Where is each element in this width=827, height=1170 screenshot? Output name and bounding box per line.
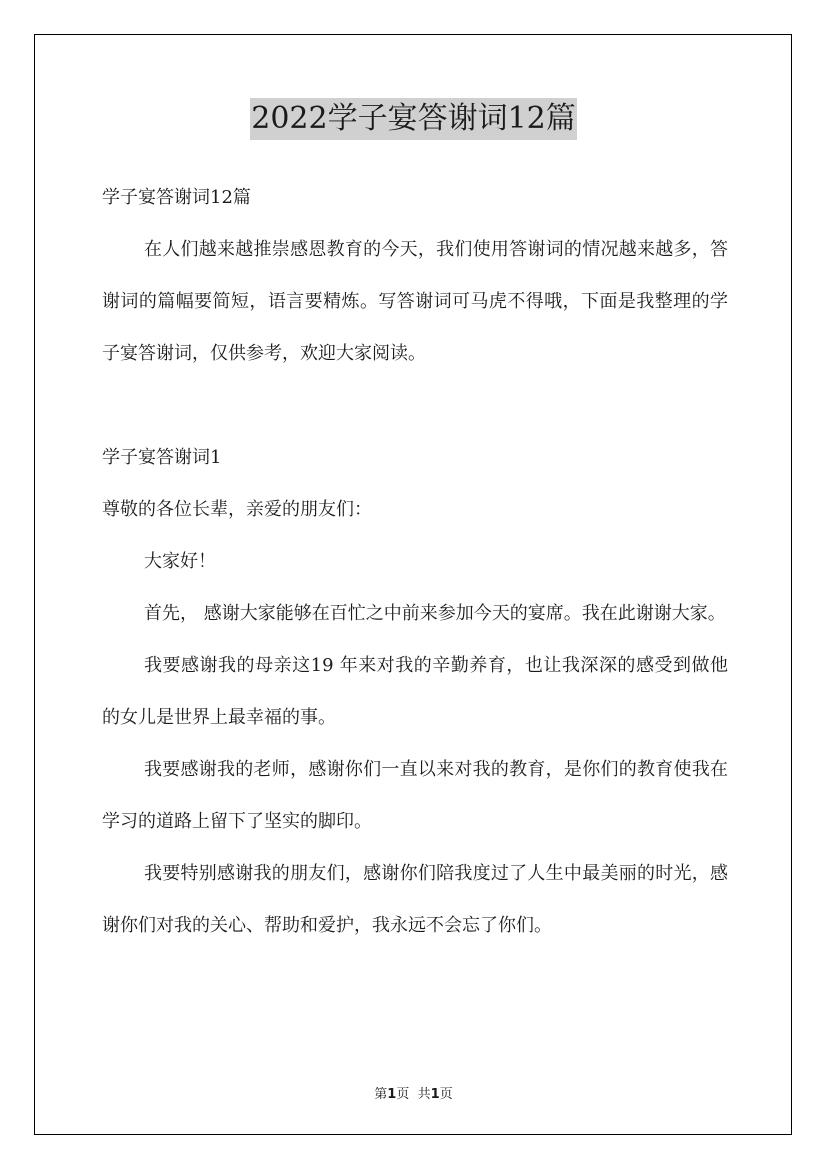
thanks-mother-paragraph: 我要感谢我的母亲这19 年来对我的辛勤养育，也让我深深的感受到做他的女儿是世界上最幸福的事。 (102, 655, 728, 728)
footer-prefix: 第 (374, 1087, 388, 1102)
intro-paragraph: 在人们越来越推崇感恩教育的今天，我们使用答谢词的情况越来越多，答谢词的篇幅要简短，语言要精炼。写答谢词可马虎不得哦，下面是我整理的学子宴答谢词，仅供参考，欢迎大家阅读。 (102, 239, 728, 364)
page-footer (0, 1083, 827, 1102)
thanks-guests-paragraph: 首先， 感谢大家能够在百忙之中前来参加今天的宴席。我在此谢谢大家。 (144, 603, 726, 624)
paragraph-gap (102, 380, 728, 432)
greeting-paragraph: 大家好！ (144, 551, 216, 572)
thanks-teachers-paragraph: 我要感谢我的老师，感谢你们一直以来对我的教育，是你们的教育使我在学习的道路上留下了坚实的脚印。 (102, 759, 728, 832)
document-title: 2022学子宴答谢词12篇 (250, 98, 577, 140)
document-body (102, 172, 728, 952)
footer-total-suffix: 页 (439, 1087, 453, 1102)
salutation-paragraph: 尊敬的各位长辈，亲爱的朋友们： (102, 499, 372, 520)
footer-total-pages: 1 (430, 1087, 440, 1102)
section-heading: 学子宴答谢词1 (102, 447, 222, 468)
footer-page-number: 1 (387, 1087, 397, 1102)
document-title-wrapper (0, 98, 827, 140)
subtitle-paragraph: 学子宴答谢词12篇 (102, 187, 251, 208)
thanks-friends-paragraph: 我要特别感谢我的朋友们，感谢你们陪我度过了人生中最美丽的时光，感谢你们对我的关心、帮助和爱护，我永远不会忘了你们。 (102, 863, 728, 936)
footer-page-suffix: 页 (396, 1087, 410, 1102)
footer-total-prefix: 共 (417, 1087, 431, 1102)
